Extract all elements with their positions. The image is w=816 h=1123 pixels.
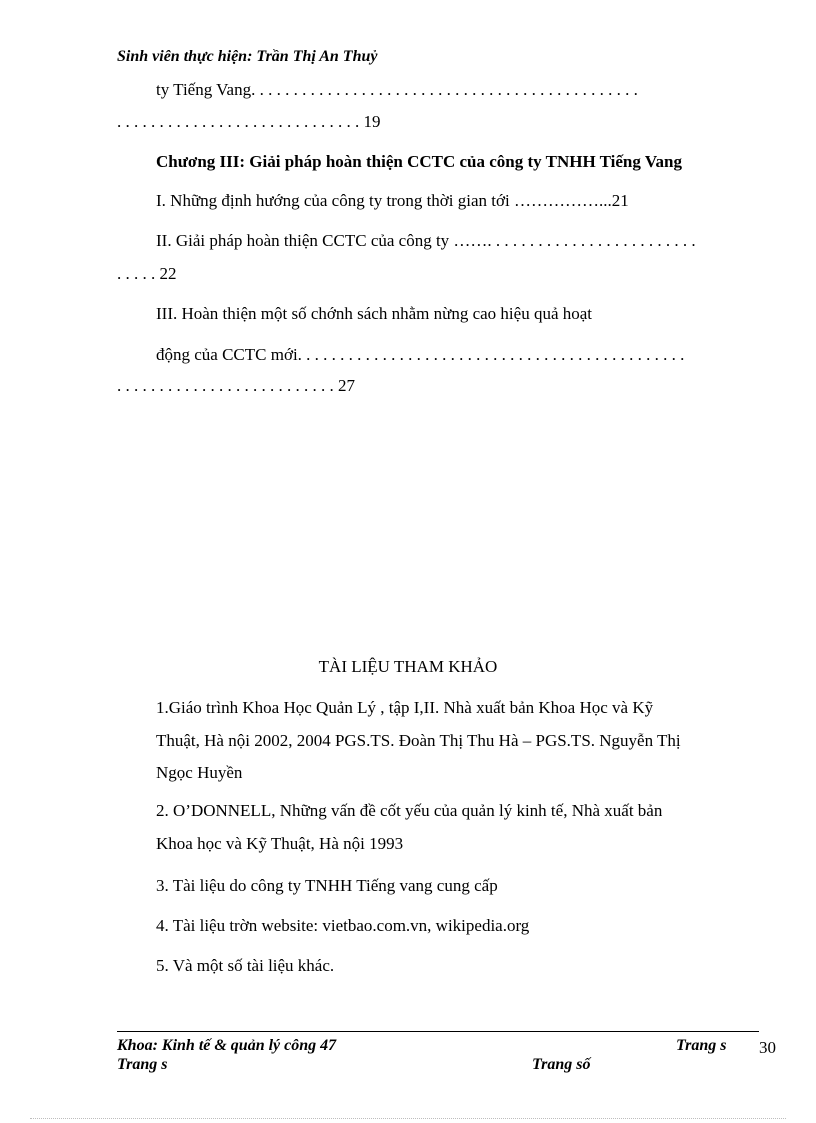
page-bottom-dotted-border [30, 1118, 786, 1119]
reference-item: 4. Tài liệu trờn website: vietbao.com.vn, wikipedia.org [156, 916, 530, 935]
toc-line: II. Giải pháp hoàn thiện CCTC của công ty ……. . . . . . . . . . . . . . . . . . . . . . . . . [156, 231, 696, 250]
toc-line: . . . . . 22 [117, 264, 177, 283]
header-author: Sinh viên thực hiện: Trần Thị An Thuỷ [117, 48, 378, 65]
footer-faculty: Khoa: Kinh tế & quản lý công 47 [117, 1037, 337, 1054]
reference-item: Ngọc Huyền [156, 763, 243, 782]
page-number: 30 [759, 1038, 776, 1057]
footer-trang-s: Trang s [117, 1056, 168, 1073]
footer-trang-s: Trang s [676, 1037, 727, 1054]
toc-line: động của CCTC mới. . . . . . . . . . . . . . . . . . . . . . . . . . . . . . . . . . . . . . . . . . . . . . [156, 345, 685, 364]
toc-line: I. Những định hướng của công ty trong thời gian tới ……………...21 [156, 191, 629, 210]
reference-item: Thuật, Hà nội 2002, 2004 PGS.TS. Đoàn Thị Thu Hà – PGS.TS. Nguyễn Thị [156, 731, 681, 750]
toc-line: III. Hoàn thiện một số chớnh sách nhằm nừng cao hiệu quả hoạt [156, 304, 593, 323]
reference-item: 2. O’DONNELL, Những vấn đề cốt yếu của quản lý kinh tế, Nhà xuất bản [156, 801, 663, 820]
reference-item: Khoa học và Kỹ Thuật, Hà nội 1993 [156, 834, 404, 853]
footer-trang-so: Trang số [532, 1056, 591, 1073]
toc-line: . . . . . . . . . . . . . . . . . . . . . . . . . . . . . 19 [117, 112, 381, 131]
reference-item: 3. Tài liệu do công ty TNHH Tiếng vang cung cấp [156, 876, 498, 895]
toc-line: . . . . . . . . . . . . . . . . . . . . . . . . . . 27 [117, 376, 355, 395]
toc-line: ty Tiếng Vang. . . . . . . . . . . . . . . . . . . . . . . . . . . . . . . . . . . . . . . . . . . . . . [156, 80, 638, 99]
reference-item: 5. Và một số tài liệu khác. [156, 956, 335, 975]
footer-divider [117, 1031, 759, 1032]
reference-item: 1.Giáo trình Khoa Học Quản Lý , tập I,II. Nhà xuất bản Khoa Học và Kỹ [156, 698, 654, 717]
toc-chapter-heading: Chương III: Giải pháp hoàn thiện CCTC của công ty TNHH Tiếng Vang [156, 152, 682, 171]
references-title: TÀI LIỆU THAM KHẢO [318, 657, 498, 676]
